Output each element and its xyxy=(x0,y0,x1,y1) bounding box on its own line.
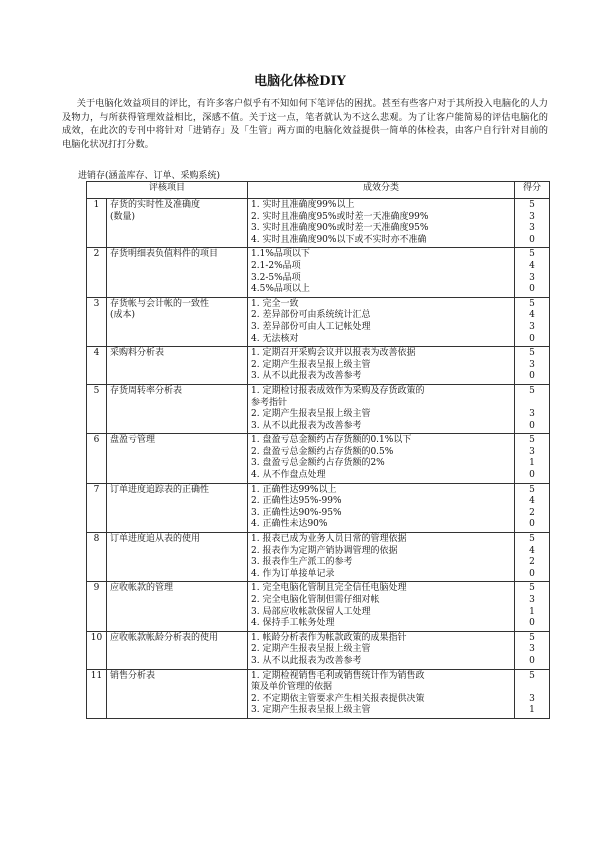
table-row xyxy=(87,199,550,248)
classification-option: 3. 实时且准确度90%或时差一天准确度95% xyxy=(251,223,429,234)
item-text: 存货帐与会计帐的一致性 xyxy=(110,298,210,309)
score-value: 0 xyxy=(529,519,535,530)
row-number: 1 xyxy=(87,199,107,248)
classification-option: 2. 实时且准确度95%或时差一天准确度99% xyxy=(251,211,429,222)
item-text: 订单进度追从表的使用 xyxy=(110,534,201,545)
score-cell xyxy=(515,582,550,631)
classification-cell xyxy=(248,631,515,669)
score-value: 5 xyxy=(529,298,535,309)
classification-cell xyxy=(248,199,515,248)
score-cell xyxy=(515,384,550,433)
classification-option: 4. 作为订单接单记录 xyxy=(251,568,335,579)
classification-option: 4.5%品项以上 xyxy=(251,284,310,295)
classification-option: 3. 差异部份可由人工记帐处理 xyxy=(251,321,371,332)
score-cell xyxy=(515,434,550,483)
score-value: 5 xyxy=(529,200,535,210)
score-value: 3 xyxy=(529,272,535,283)
score-value: 3 xyxy=(529,595,535,605)
score-cell xyxy=(515,533,550,582)
item-cell xyxy=(107,669,248,718)
score-value: 0 xyxy=(529,284,535,295)
classification-cell xyxy=(248,347,515,385)
score-value xyxy=(518,398,546,410)
score-value: 2 xyxy=(529,557,535,568)
classification-option: 1. 实时且准确度99%以上 xyxy=(251,200,355,210)
classification-cell xyxy=(248,248,515,297)
score-value: 5 xyxy=(529,534,535,545)
item-cell xyxy=(107,483,248,532)
classification-option: 2. 定期产生报表呈报上级主管 xyxy=(251,409,371,420)
score-value: 1 xyxy=(529,458,535,469)
item-text: 应收帐款的管理 xyxy=(110,583,174,594)
table-row xyxy=(87,434,550,483)
item-text: 采购料分析表 xyxy=(110,348,165,359)
table-row xyxy=(87,582,550,631)
score-cell xyxy=(515,483,550,532)
table-row xyxy=(87,533,550,582)
classification-option: 2. 定期产生报表呈报上级主管 xyxy=(251,359,371,370)
item-cell xyxy=(107,582,248,631)
classification-option: 1. 完全一致 xyxy=(251,298,299,309)
item-text: 应收帐款帐龄分析表的使用 xyxy=(110,632,219,643)
row-number: 11 xyxy=(87,669,107,718)
row-number: 5 xyxy=(87,384,107,433)
score-cell xyxy=(515,297,550,346)
header-item: 评核项目 xyxy=(87,182,248,199)
item-text: (数量) xyxy=(110,211,136,222)
classification-option: 4. 正确性未达90% xyxy=(251,519,328,530)
classification-cell xyxy=(248,434,515,483)
row-number: 3 xyxy=(87,297,107,346)
classification-option: 2. 正确性达95%-99% xyxy=(251,496,342,507)
classification-option: 3. 定期产生报表呈报上级主管 xyxy=(251,705,371,716)
row-number: 2 xyxy=(87,248,107,297)
classification-option: 3. 从不以此报表为改善参考 xyxy=(251,420,362,431)
classification-option: 策及单价管理的依据 xyxy=(251,682,333,693)
classification-option: 1.1%品项以下 xyxy=(251,249,310,260)
item-text: 存货周转率分析表 xyxy=(110,385,183,396)
classification-option: 3. 从不以此报表为改善参考 xyxy=(251,655,362,666)
score-cell xyxy=(515,199,550,248)
item-cell xyxy=(107,434,248,483)
checkup-table xyxy=(86,181,550,719)
classification-option: 1. 帐龄分析表作为帐款政策的成果指针 xyxy=(251,632,407,643)
score-value: 3 xyxy=(529,644,535,655)
score-value: 4 xyxy=(529,310,535,321)
score-value: 3 xyxy=(529,211,535,222)
score-value: 0 xyxy=(529,234,535,245)
table-caption: 进销存(涵盖库存、订单、采购系统) xyxy=(78,171,221,181)
table-row xyxy=(87,248,550,297)
classification-option: 1. 定期召开采购会议并以报表为改善依据 xyxy=(251,348,416,359)
item-text: 订单进度追踪表的正确性 xyxy=(110,484,210,495)
item-text: 销售分析表 xyxy=(110,670,156,681)
classification-option: 2. 不定期依主管要求产生相关报表提供决策 xyxy=(251,693,425,704)
score-value: 3 xyxy=(529,693,535,704)
classification-option: 1. 定期检视销售毛利或销售统计作为销售政 xyxy=(251,670,425,681)
score-value: 3 xyxy=(529,223,535,234)
classification-option: 2. 报表作为定期产销协调管理的依据 xyxy=(251,545,398,556)
classification-option: 1. 报表已成为业务人员日常的管理依据 xyxy=(251,534,407,545)
classification-option: 2. 完全电脑化管制但需仔细对帐 xyxy=(251,595,380,605)
score-value: 0 xyxy=(529,420,535,431)
classification-option: 3. 报表作生产派工的参考 xyxy=(251,557,353,568)
item-cell xyxy=(107,631,248,669)
table-row xyxy=(87,297,550,346)
intro-paragraph: 关于电脑化效益项目的评比，有许多客户似乎有不知如何下笔评估的困扰。甚至有些客户对于其所投入电脑化的人力及物力，与所获得管理效益相比，深感不值。关于这一点，笔者就认为不这么悲观。为了让客户能简易的评估电脑化的成效，在此次的专刊中将针对「进销存」及「生管」两方面的电脑化效益提供一简单的体检表，由客户自行针对目前的电脑化状况打打分数。 xyxy=(62,98,548,150)
score-value: 0 xyxy=(529,568,535,579)
classification-option: 2. 差异部份可由系统统计汇总 xyxy=(251,310,371,321)
score-cell xyxy=(515,631,550,669)
row-number: 6 xyxy=(87,434,107,483)
classification-option: 3.2-5%品项 xyxy=(251,272,301,283)
classification-cell xyxy=(248,533,515,582)
classification-option: 3. 盘盈亏总金额约占存货额的2% xyxy=(251,458,385,469)
classification-option: 3. 正确性达90%-95% xyxy=(251,507,342,518)
score-value: 5 xyxy=(529,348,535,359)
score-value: 0 xyxy=(529,470,535,481)
score-value: 5 xyxy=(529,385,535,396)
row-number: 8 xyxy=(87,533,107,582)
table-row xyxy=(87,631,550,669)
score-value: 0 xyxy=(529,371,535,382)
classification-option: 4. 实时且准确度90%以下或不实时亦不准确 xyxy=(251,234,427,245)
score-value: 4 xyxy=(529,496,535,507)
score-value: 0 xyxy=(529,655,535,666)
score-value: 0 xyxy=(529,333,535,344)
classification-option: 2. 盘盈亏总金额约占存货额的0.5% xyxy=(251,446,394,457)
item-cell xyxy=(107,297,248,346)
score-value: 5 xyxy=(529,249,535,260)
classification-option: 2. 定期产生报表呈报上级主管 xyxy=(251,644,371,655)
score-value: 0 xyxy=(529,618,535,629)
table-row xyxy=(87,384,550,433)
table-row xyxy=(87,669,550,718)
classification-option: 4. 从不作盘点处理 xyxy=(251,470,326,481)
classification-option: 4. 保持手工帐务处理 xyxy=(251,618,335,629)
score-value: 5 xyxy=(529,670,535,681)
classification-option: 1. 完全电脑化管制且完全信任电脑处理 xyxy=(251,583,407,594)
score-value: 3 xyxy=(529,321,535,332)
classification-option: 3. 局部应收帐款保留人工处理 xyxy=(251,606,371,617)
classification-option: 参考指针 xyxy=(251,397,288,408)
score-value: 1 xyxy=(529,606,535,617)
score-value: 5 xyxy=(529,583,535,594)
score-value: 3 xyxy=(529,409,535,420)
page-title: 电脑化体检DIY xyxy=(254,74,346,89)
classification-cell xyxy=(248,669,515,718)
classification-option: 4. 无法核对 xyxy=(251,333,299,344)
score-value: 4 xyxy=(529,545,535,556)
header-classification: 成效分类 xyxy=(248,182,515,199)
item-text: 存货明细表负值料件的项目 xyxy=(110,249,219,260)
classification-option: 1. 盘盈亏总金额约占存货额的0.1%以下 xyxy=(251,435,412,446)
classification-cell xyxy=(248,483,515,532)
classification-option: 2.1-2%品项 xyxy=(251,260,301,271)
item-text: (成本) xyxy=(110,310,136,321)
classification-option: 1. 正确性达99%以上 xyxy=(251,484,337,495)
classification-cell xyxy=(248,297,515,346)
score-cell xyxy=(515,347,550,385)
classification-option: 3. 从不以此报表为改善参考 xyxy=(251,371,362,382)
row-number: 10 xyxy=(87,631,107,669)
score-value: 4 xyxy=(529,260,535,271)
item-cell xyxy=(107,199,248,248)
header-score: 得分 xyxy=(515,182,550,199)
item-cell xyxy=(107,347,248,385)
item-text: 盘盈亏管理 xyxy=(110,435,156,446)
score-value: 3 xyxy=(529,359,535,370)
score-value: 5 xyxy=(529,484,535,495)
score-value: 1 xyxy=(529,705,535,716)
table-row xyxy=(87,347,550,385)
classification-option: 1. 定期检讨报表成效作为采购及存货政策的 xyxy=(251,385,425,396)
classification-cell xyxy=(248,582,515,631)
item-cell xyxy=(107,248,248,297)
item-cell xyxy=(107,384,248,433)
item-text: 存货的实时性及准确度 xyxy=(110,200,201,210)
row-number: 4 xyxy=(87,347,107,385)
score-value xyxy=(518,682,546,694)
item-cell xyxy=(107,533,248,582)
score-value: 3 xyxy=(529,446,535,457)
table-row xyxy=(87,483,550,532)
score-value: 5 xyxy=(529,632,535,643)
score-value: 2 xyxy=(529,507,535,518)
row-number: 9 xyxy=(87,582,107,631)
classification-cell xyxy=(248,384,515,433)
score-cell xyxy=(515,669,550,718)
score-value: 5 xyxy=(529,435,535,446)
score-cell xyxy=(515,248,550,297)
table-header-row xyxy=(87,182,550,199)
row-number: 7 xyxy=(87,483,107,532)
